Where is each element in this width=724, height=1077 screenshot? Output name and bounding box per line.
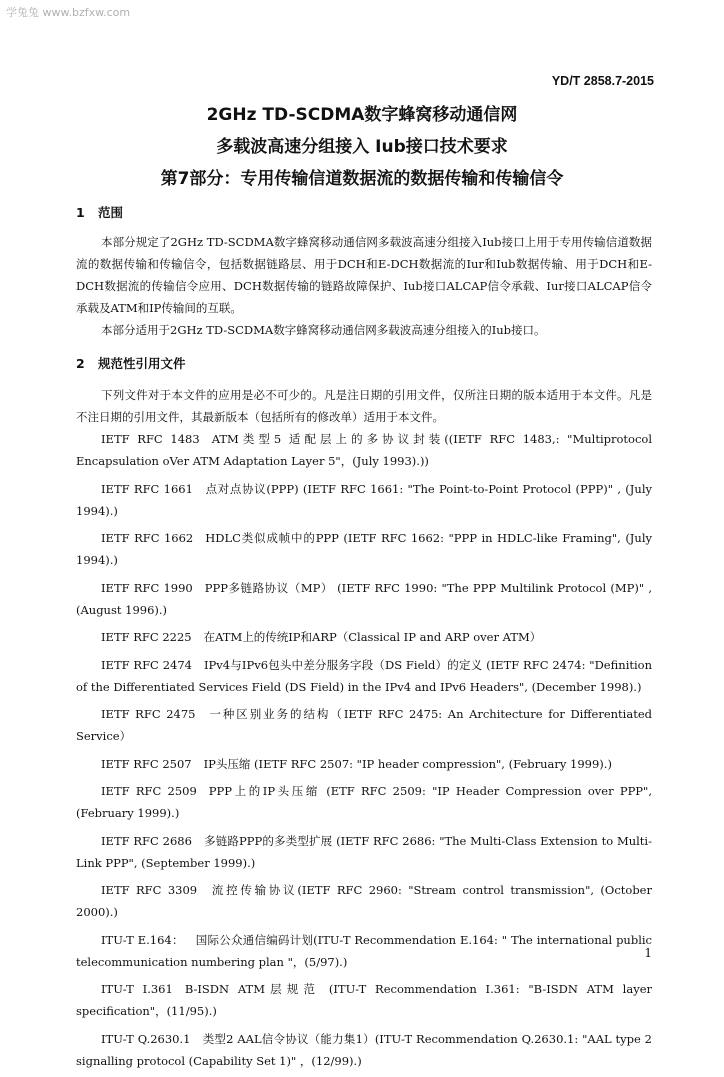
normative-references-intro: 下列文件对于本文件的应用是必不可少的。凡是注日期的引用文件，仅所注日期的版本适用于本文件。凡是不注日期的引用文件，其最新版本（包括所有的修改单）适用于本文件。	[76, 388, 652, 424]
reference-item	[76, 654, 652, 698]
reference-text: PPP多链路协议（MP） (IETF RFC 1990: "The PPP Multilink Protocol (MP)" , (August 1996).)	[76, 580, 652, 617]
reference-code: IETF RFC 3309	[101, 883, 198, 897]
reference-text: 流控传输协议(IETF RFC 2960: "Stream control transmission", (October 2000).)	[76, 883, 652, 919]
reference-code: IETF RFC 2225	[101, 630, 192, 644]
watermark: 学兔兔 www.bzfxw.com	[6, 6, 131, 19]
reference-text: 类型2 AAL信令协议（能力集1）(ITU-T Recommendation Q.2630.1: "AAL type 2 signalling protocol (Capability Set 1)" ，(12/99).)	[76, 1031, 652, 1068]
reference-item	[76, 929, 652, 973]
section-1-title: 范围	[98, 205, 124, 220]
reference-item	[76, 577, 652, 621]
section-2-title: 规范性引用文件	[98, 356, 186, 371]
title-line-2: 多载波高速分组接入 Iub接口技术要求	[216, 137, 508, 157]
reference-code: IETF RFC 2475	[101, 707, 196, 721]
reference-code: ITU-T E.164：	[101, 932, 184, 947]
reference-text: HDLC类似成帧中的PPP (IETF RFC 1662: "PPP in HDLC-like Framing", (July 1994).)	[76, 531, 652, 567]
section-1-number: 1	[76, 205, 85, 220]
reference-item	[76, 626, 652, 648]
reference-item	[76, 428, 652, 472]
reference-code: ITU-T Q.2630.1	[101, 1031, 191, 1046]
reference-list	[76, 428, 652, 1077]
reference-item	[76, 830, 652, 874]
reference-code: IETF RFC 1661	[101, 481, 193, 496]
reference-text: IP头压缩 (IETF RFC 2507: "IP header compression", (February 1999).)	[203, 756, 612, 771]
reference-code: IETF RFC 1662	[101, 531, 194, 545]
reference-item	[76, 753, 652, 775]
scope-paragraph-2: 本部分适用于2GHz TD-SCDMA数字蜂窝移动通信网多载波高速分组接入的Iub接口。	[101, 323, 546, 337]
reference-text: IPv4与IPv6包头中差分服务字段（DS Field）的定义 (IETF RFC 2474: "Definition of the Differentiated Services Field (DS Field) in the IPv4 and IPv6 Headers", (December 1998).)	[76, 657, 652, 694]
reference-item	[76, 478, 652, 522]
reference-text: 一种区别业务的结构（IETF RFC 2475: An Architecture for Differentiated Service）	[76, 707, 652, 743]
scope-paragraph-1: 本部分规定了2GHz TD-SCDMA数字蜂窝移动通信网多载波高速分组接入Iub接口上用于专用传输信道数据流的数据传输和传输信令，包括数据链路层、用于DCH和E-DCH数据流的Iur和Iub数据传输、用于DCH和E-DCH数据流的传输信令应用、DCH数据传输的链路故障保护、Iub接口ALCAP信令承载、Iur接口ALCAP信令承载及ATM和IP传输间的互联。	[76, 235, 652, 315]
reference-item	[76, 780, 652, 824]
reference-item	[76, 879, 652, 923]
reference-item	[76, 527, 652, 571]
document-code: YD/T 2858.7-2015	[551, 74, 654, 88]
reference-text: 在ATM上的传统IP和ARP（Classical IP and ARP over ATM）	[203, 630, 542, 644]
reference-text: 点对点协议(PPP) (IETF RFC 1661: "The Point-to-Point Protocol (PPP)" , (July 1994).)	[76, 481, 652, 518]
section-2-heading	[76, 354, 186, 372]
reference-code: IETF RFC 2686	[101, 833, 192, 848]
title-line-1: 2GHz TD-SCDMA数字蜂窝移动通信网	[206, 105, 518, 125]
reference-code: IETF RFC 1483	[101, 432, 200, 446]
reference-text: 国际公众通信编码计划(ITU-T Recommendation E.164: " The international public telecommunication numbering plan "，(5/97).)	[76, 932, 652, 969]
section-2-number: 2	[76, 356, 85, 371]
reference-text: 多链路PPP的多类型扩展 (IETF RFC 2686: "The Multi-Class Extension to Multi-Link PPP", (September 1999).)	[76, 833, 652, 870]
reference-code: ITU-T I.361	[101, 982, 173, 996]
reference-code: IETF RFC 2509	[101, 784, 197, 798]
reference-code: IETF RFC 2474	[101, 657, 192, 672]
section-1-heading	[76, 203, 123, 221]
reference-item	[76, 978, 652, 1022]
page-number: 1	[644, 946, 652, 960]
reference-code: IETF RFC 2507	[101, 756, 192, 771]
title-line-3: 第7部分：专用传输信道数据流的数据传输和传输信令	[160, 169, 564, 189]
reference-text: B-ISDN ATM层规范 (ITU-T Recommendation I.361: "B-ISDN ATM layer specification"，(11/95).)	[76, 982, 652, 1018]
reference-code: IETF RFC 1990	[101, 580, 193, 595]
reference-text: ATM类型5 适配层上的多协议封装((IETF RFC 1483,: "Multiprotocol Encapsulation oVer ATM Adaptation Layer 5"，(July 1993).))	[76, 432, 653, 468]
reference-item	[76, 1028, 652, 1072]
reference-item	[76, 703, 652, 747]
reference-text: PPP上的IP头压缩 (ETF RFC 2509: "IP Header Compression over PPP", (February 1999).)	[76, 784, 652, 820]
